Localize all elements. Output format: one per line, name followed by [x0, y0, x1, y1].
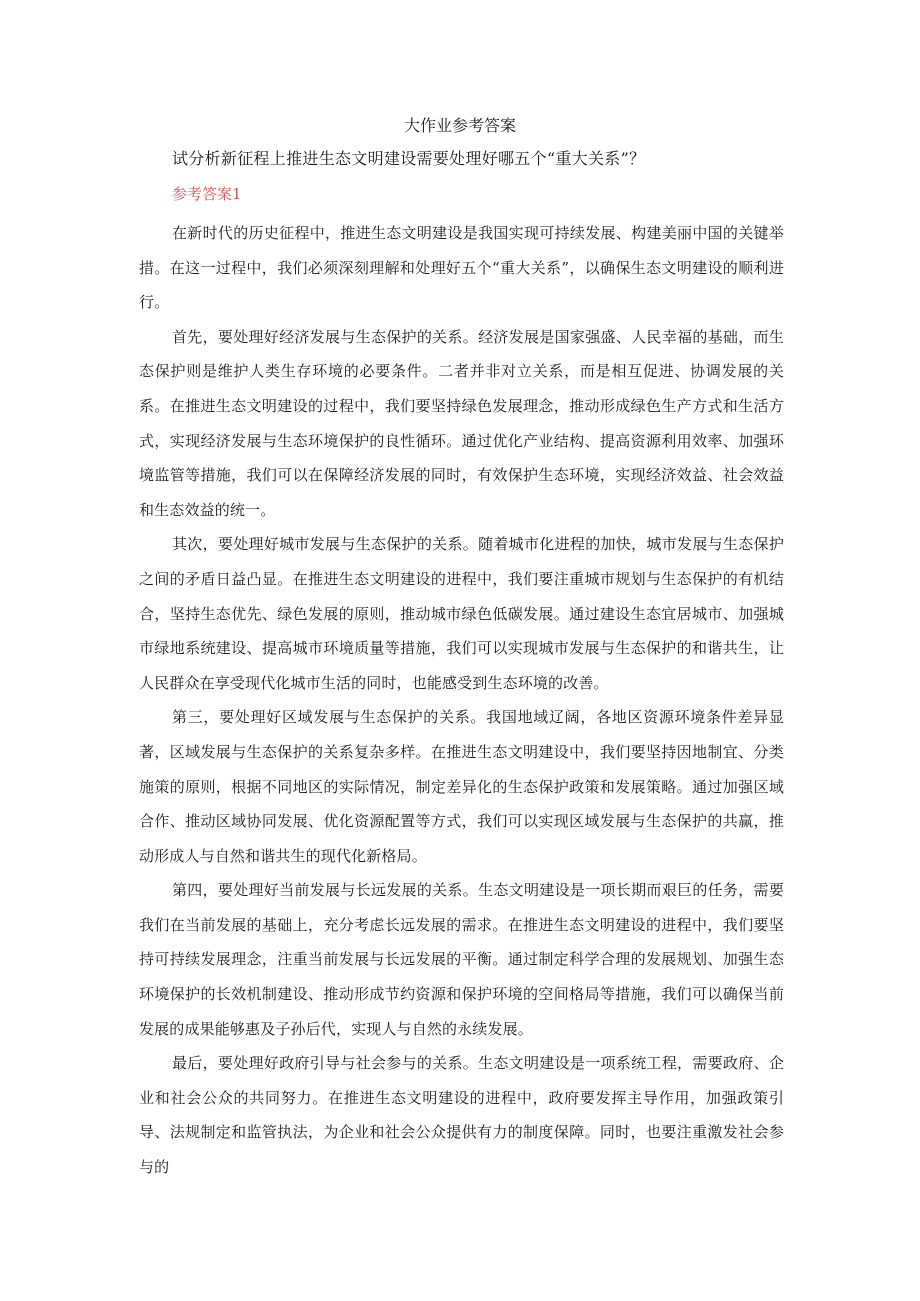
paragraph-second: 其次，要处理好城市发展与生态保护的关系。随着城市化进程的加快，城市发展与生态保护之间的矛盾日益凸显。在推进生态文明建设的进程中，我们要注重城市规划与生态保护的有机结合，坚持生态优先、绿色发展的原则，推动城市绿色低碳发展。通过建设生态宜居城市、加强城市绿地系统建设、提高城市环境质量等措施，我们可以实现城市发展与生态保护的和谐共生，让人民群众在享受现代化城市生活的同时，也能感受到生态环境的改善。 — [139, 535, 784, 692]
paragraph-third: 第三，要处理好区域发展与生态保护的关系。我国地域辽阔，各地区资源环境条件差异显著，区域发展与生态保护的关系复杂多样。在推进生态文明建设中，我们要坚持因地制宜、分类施策的原则，根据不同地区的实际情况，制定差异化的生态保护政策和发展策略。通过加强区域合作、推动区域协同发展、优化资源配置等方式，我们可以实现区域发展与生态保护的共赢，推动形成人与自然和谐共生的现代化新格局。 — [139, 708, 784, 865]
answer-body — [139, 216, 784, 1185]
paragraph-last: 最后，要处理好政府引导与社会参与的关系。生态文明建设是一项系统工程，需要政府、企业和社会公众的共同努力。在推进生态文明建设的进程中，政府要发挥主导作用，加强政策引导、法规制定和监管执法，为企业和社会公众提供有力的制度保障。同时，也要注重激发社会参与的 — [139, 1054, 784, 1177]
paragraph-intro: 在新时代的历史征程中，推进生态文明建设是我国实现可持续发展、构建美丽中国的关键举措。在这一过程中，我们必须深刻理解和处理好五个“重大关系”，以确保生态文明建设的顺利进行。 — [139, 224, 784, 312]
question-text: 试分析新征程上推进生态文明建设需要处理好哪五个“重大关系”？ — [172, 149, 646, 168]
answer-label: 参考答案1 — [172, 185, 242, 203]
paragraph-fourth: 第四，要处理好当前发展与长远发展的关系。生态文明建设是一项长期而艰巨的任务，需要我们在当前发展的基础上，充分考虑长远发展的需求。在推进生态文明建设的进程中，我们要坚持可持续发展理念，注重当前发展与长远发展的平衡。通过制定科学合理的发展规划、加强生态环境保护的长效机制建设、推动形成节约资源和保护环境的空间格局等措施，我们可以确保当前发展的成果能够惠及子孙后代，实现人与自然的永续发展。 — [139, 881, 784, 1038]
paragraph-first: 首先，要处理好经济发展与生态保护的关系。经济发展是国家强盛、人民幸福的基础，而生态保护则是维护人类生存环境的必要条件。二者并非对立关系，而是相互促进、协调发展的关系。在推进生态文明建设的过程中，我们要坚持绿色发展理念，推动形成绿色生产方式和生活方式，实现经济发展与生态环境保护的良性循环。通过优化产业结构、提高资源利用效率、加强环境监管等措施，我们可以在保障经济发展的同时，有效保护生态环境，实现经济效益、社会效益和生态效益的统一。 — [139, 327, 784, 519]
document-title: 大作业参考答案 — [403, 116, 516, 135]
